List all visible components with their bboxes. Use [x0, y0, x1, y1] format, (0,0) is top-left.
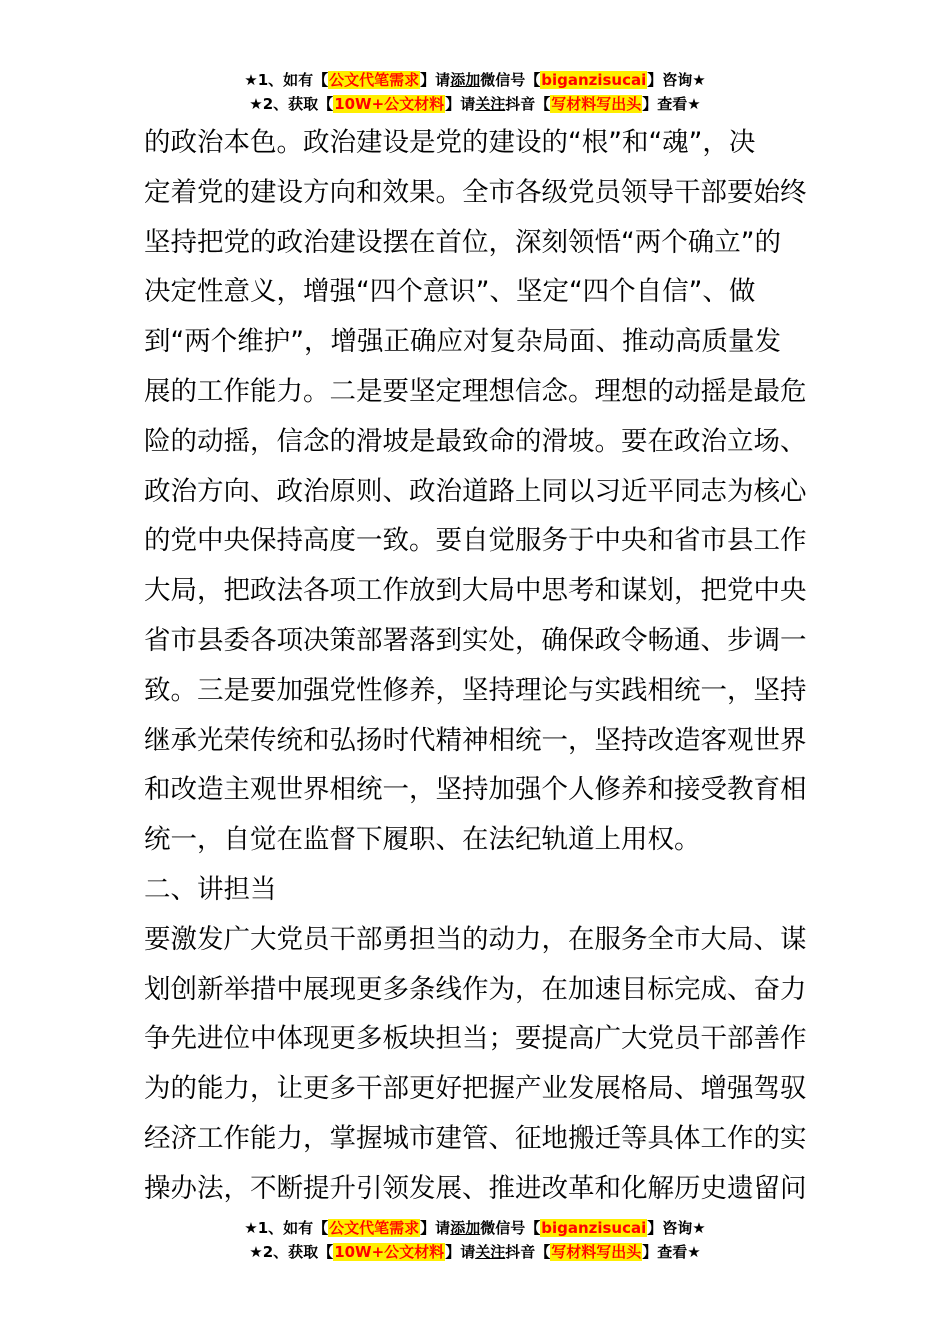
banner-text: 微信号【 [480, 1219, 541, 1237]
header-banner [0, 68, 950, 116]
banner-highlight-douyin-account: 写材料写出头 [551, 1243, 642, 1261]
body-line: 继承光荣传统和弘扬时代精神相统一，坚持改造客观世界 [144, 724, 807, 756]
banner-text: 】查看★ [642, 1243, 701, 1261]
banner-text: 】查看★ [642, 95, 701, 113]
banner-text: 】咨询★ [647, 71, 706, 89]
banner-text: 】请 [420, 71, 451, 89]
body-line: 省市县委各项决策部署落到实处，确保政令畅通、步调一 [144, 624, 807, 656]
body-line: 的政治本色。政治建设是党的建设的“根”和“魂”，决 [144, 127, 756, 158]
body-line: 和改造主观世界相统一，坚持加强个人修养和接受教育相 [144, 774, 807, 806]
footer-banner [0, 1216, 950, 1264]
banner-highlight-service: 公文代笔需求 [329, 1219, 420, 1237]
banner-text: 微信号【 [480, 71, 541, 89]
banner-highlight-materials: 10W+公文材料 [334, 95, 445, 113]
body-line: 划创新举措中展现更多条线作为，在加速目标完成、奋力 [144, 973, 807, 1005]
banner-text: 】咨询★ [647, 1219, 706, 1237]
section-heading: 二、讲担当 [144, 873, 277, 905]
banner-line-2 [0, 1240, 950, 1264]
banner-line-2 [0, 92, 950, 116]
body-line: 政治方向、政治原则、政治道路上同以习近平同志为核心 [144, 475, 807, 507]
banner-highlight-wechat-id: biganzisucai [541, 1219, 647, 1237]
body-line: 到“两个维护”，增强正确应对复杂局面、推动高质量发 [144, 326, 781, 358]
banner-highlight-wechat-id: biganzisucai [541, 71, 647, 89]
banner-line-1 [0, 1216, 950, 1240]
banner-highlight-materials: 10W+公文材料 [334, 1243, 445, 1261]
document-body [144, 118, 808, 1214]
banner-text: 】请 [445, 95, 476, 113]
body-line: 大局，把政法各项工作放到大局中思考和谋划，把党中央 [144, 575, 807, 607]
banner-text: ★1、如有【 [244, 1219, 329, 1237]
body-line: 定着党的建设方向和效果。全市各级党员领导干部要始终 [144, 176, 807, 208]
banner-text: ★1、如有【 [244, 71, 329, 89]
banner-text: 】请 [420, 1219, 451, 1237]
banner-text: 】请 [445, 1243, 476, 1261]
body-line: 坚持把党的政治建设摆在首位，深刻领悟“两个确立”的 [144, 226, 781, 258]
banner-highlight-douyin-account: 写材料写出头 [551, 95, 642, 113]
body-line: 决定性意义，增强“四个意识”、坚定“四个自信”、做 [144, 276, 756, 308]
banner-text: 抖音【 [505, 1243, 551, 1261]
body-line: 为的能力，让更多干部更好把握产业发展格局、增强驾驭 [144, 1073, 807, 1105]
body-line: 展的工作能力。二是要坚定理想信念。理想的动摇是最危 [144, 375, 807, 407]
body-line: 经济工作能力，掌握城市建管、征地搬迁等具体工作的实 [144, 1122, 807, 1154]
banner-line-1 [0, 68, 950, 92]
body-line: 险的动摇，信念的滑坡是最致命的滑坡。要在政治立场、 [144, 425, 807, 457]
body-line: 统一，自觉在监督下履职、在法纪轨道上用权。 [144, 824, 701, 856]
banner-text: ★2、获取【 [249, 95, 334, 113]
banner-text: ★2、获取【 [249, 1243, 334, 1261]
body-line: 致。三是要加强党性修养，坚持理论与实践相统一，坚持 [144, 674, 807, 706]
banner-underline-text: 关注 [475, 1243, 506, 1261]
banner-underline-text: 添加 [450, 71, 481, 89]
body-line: 要激发广大党员干部勇担当的动力，在服务全市大局、谋 [144, 923, 807, 955]
body-line: 的党中央保持高度一致。要自觉服务于中央和省市县工作 [144, 525, 807, 557]
banner-text: 抖音【 [505, 95, 551, 113]
banner-underline-text: 添加 [450, 1219, 481, 1237]
body-line: 操办法，不断提升引领发展、推进改革和化解历史遗留问 [144, 1172, 807, 1204]
body-line: 争先进位中体现更多板块担当；要提高广大党员干部善作 [144, 1023, 807, 1055]
banner-underline-text: 关注 [475, 95, 506, 113]
banner-highlight-service: 公文代笔需求 [329, 71, 420, 89]
